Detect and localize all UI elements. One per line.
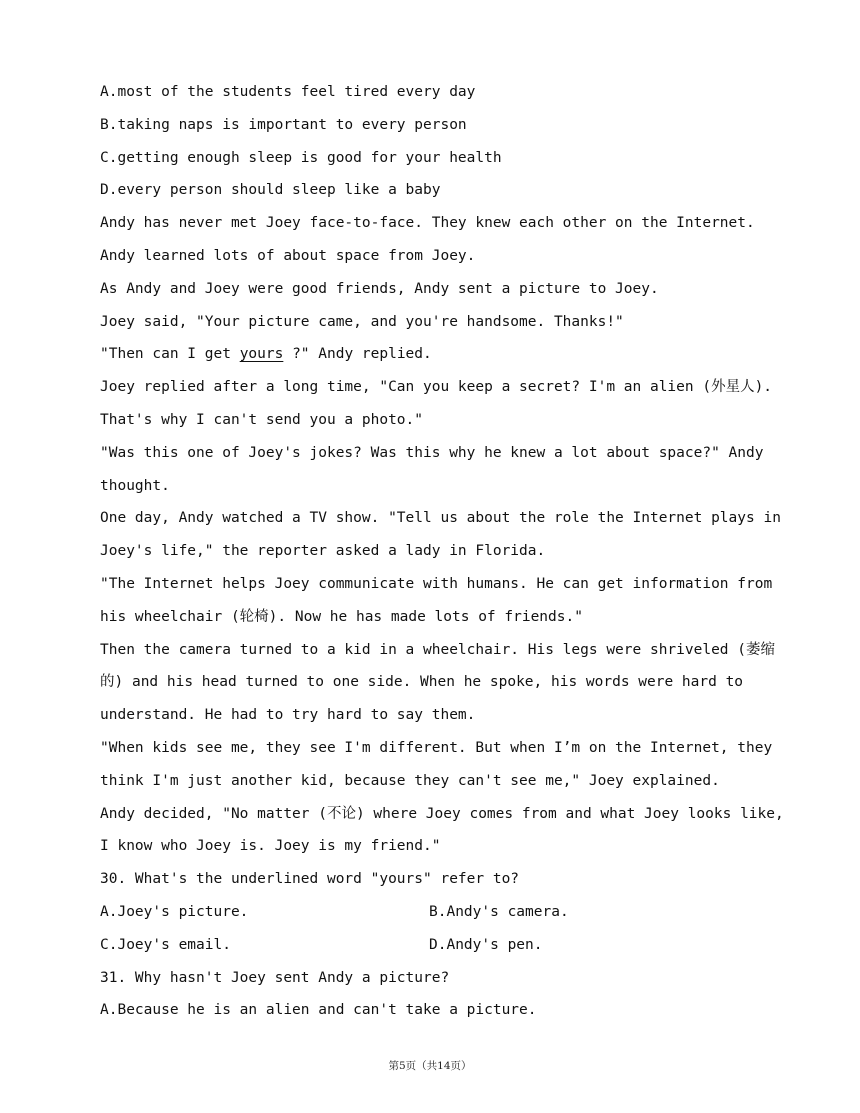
passage-line: As Andy and Joey were good friends, Andy sent a picture to Joey. bbox=[100, 280, 659, 297]
previous-option-b: B.taking naps is important to every person bbox=[100, 116, 467, 133]
passage-line: Joey replied after a long time, "Can you keep a secret? I'm an alien (外星人). bbox=[100, 379, 773, 396]
passage-line: "The Internet helps Joey communicate with humans. He can get information from bbox=[100, 575, 773, 592]
passage-line: think I'm just another kid, because they can't see me," Joey explained. bbox=[100, 772, 720, 789]
passage-line: thought. bbox=[100, 477, 170, 494]
previous-option-d: D.every person should sleep like a baby bbox=[100, 182, 441, 199]
passage-line: "When kids see me, they see I'm different. But when I’m on the Internet, they bbox=[100, 739, 773, 756]
q30-option-a: A.Joey's picture. bbox=[100, 903, 249, 920]
passage-line: One day, Andy watched a TV show. "Tell us about the role the Internet plays in bbox=[100, 510, 781, 527]
q30-option-c: C.Joey's email. bbox=[100, 936, 231, 953]
passage-line: That's why I can't send you a photo." bbox=[100, 411, 424, 428]
page-footer: 第5页（共14页） bbox=[388, 1060, 472, 1072]
passage-text: ?" Andy replied. bbox=[283, 346, 432, 363]
question-30-options-row-1 bbox=[100, 896, 772, 929]
underlined-word-yours: yours bbox=[239, 346, 284, 363]
q30-option-b: B.Andy's camera. bbox=[429, 903, 569, 920]
passage-line: understand. He had to try hard to say them. bbox=[100, 707, 476, 724]
passage-line: his wheelchair (轮椅). Now he has made lots of friends." bbox=[100, 608, 583, 625]
passage-line: Andy learned lots of about space from Joey. bbox=[100, 247, 476, 264]
document-content bbox=[100, 76, 784, 1027]
q31-option-a: A.Because he is an alien and can't take a picture. bbox=[100, 1002, 537, 1019]
passage-line: I know who Joey is. Joey is my friend." bbox=[100, 838, 441, 855]
passage-line: Joey's life," the reporter asked a lady in Florida. bbox=[100, 543, 546, 560]
previous-option-a: A.most of the students feel tired every day bbox=[100, 84, 476, 100]
passage-line: Then the camera turned to a kid in a wheelchair. His legs were shriveled (萎缩 bbox=[100, 641, 776, 658]
passage-line: Andy has never met Joey face-to-face. They knew each other on the Internet. bbox=[100, 215, 755, 232]
passage-line: "Was this one of Joey's jokes? Was this why he knew a lot about space?" Andy bbox=[100, 444, 764, 461]
passage-line: Joey said, "Your picture came, and you're handsome. Thanks!" bbox=[100, 313, 624, 330]
previous-option-c: C.getting enough sleep is good for your health bbox=[100, 149, 502, 166]
question-30-options-row-2 bbox=[100, 929, 772, 962]
q30-option-d: D.Andy's pen. bbox=[429, 936, 543, 953]
question-30: 30. What's the underlined word "yours" refer to? bbox=[100, 871, 520, 888]
passage-line: Andy decided, "No matter (不论) where Joey comes from and what Joey looks like, bbox=[100, 805, 784, 822]
question-31: 31. Why hasn't Joey sent Andy a picture? bbox=[100, 969, 450, 986]
passage-line: 的) and his head turned to one side. When he spoke, his words were hard to bbox=[100, 674, 744, 691]
passage-line-underlined bbox=[100, 338, 772, 371]
passage-text: "Then can I get bbox=[100, 346, 240, 363]
